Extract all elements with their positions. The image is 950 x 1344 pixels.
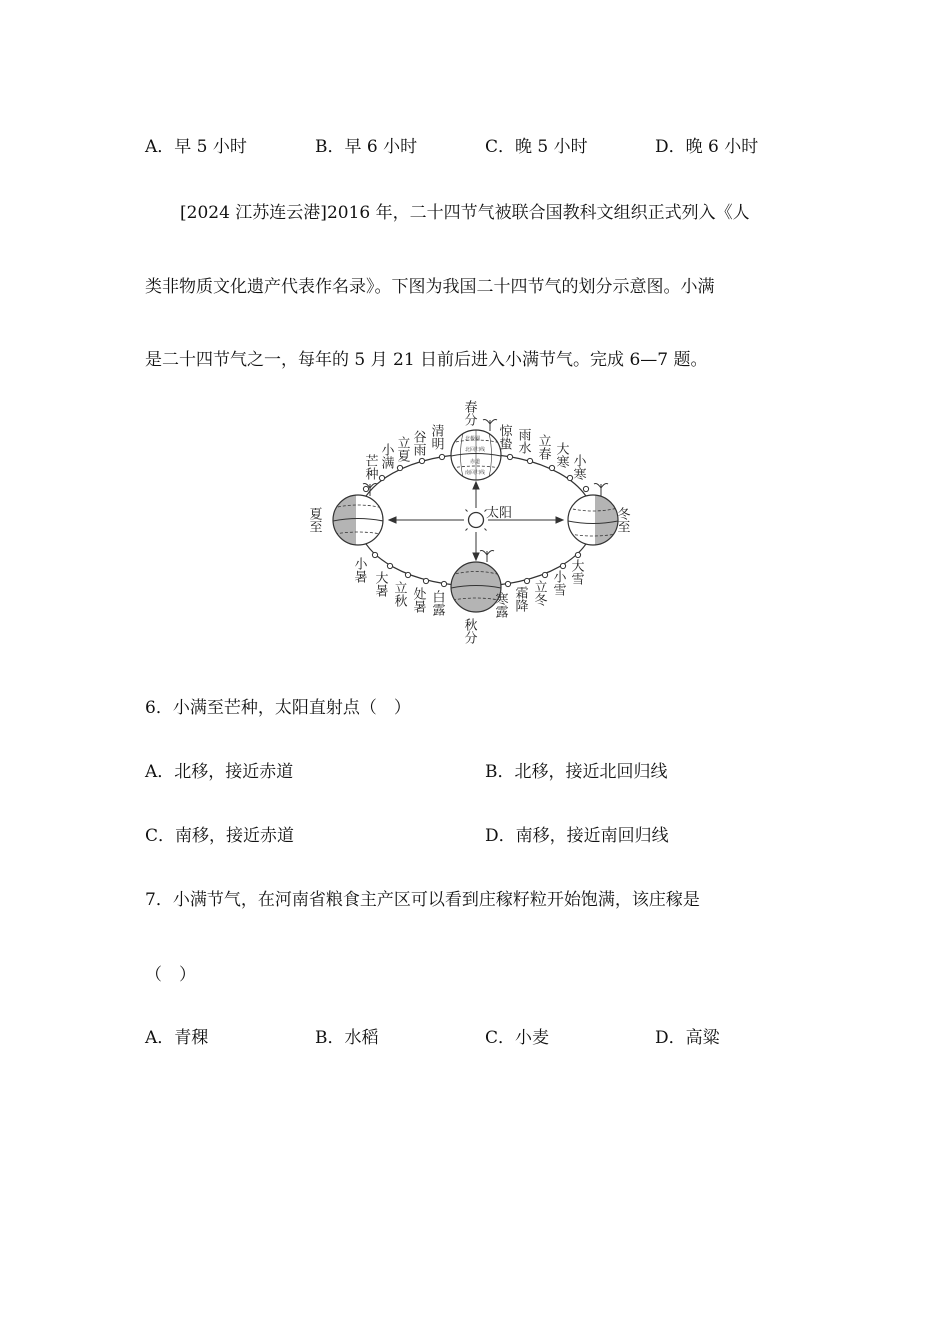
q5-option-b[interactable]: B．早 6 小时 — [315, 137, 418, 157]
source-tag: [2024 江苏连云港] — [180, 203, 327, 223]
term-dahan: 大寒 — [553, 442, 569, 468]
q5-option-d[interactable]: D．晚 6 小时 — [655, 137, 759, 157]
sun-label: 太阳 — [486, 506, 513, 521]
globe-spring — [451, 430, 501, 481]
q5-option-a[interactable]: A．早 5 小时 — [145, 137, 247, 157]
q7-stem: 7．小满节气，在河南省粮食主产区可以看到庄稼籽粒开始饱满，该庄稼是 — [145, 890, 700, 910]
term-lichun: 立春 — [535, 434, 551, 460]
orbit-dot — [419, 458, 424, 463]
term-lixia: 立夏 — [394, 436, 410, 462]
term-labels-top-right — [497, 423, 587, 481]
orbit-dot — [505, 581, 510, 586]
intro-line-2: 类非物质文化遗产代表作名录》。下图为我国二十四节气的划分示意图。小满 — [145, 277, 715, 297]
intro-line-1-text: 2016 年，二十四节气被联合国教科文组织正式列入《人 — [326, 203, 750, 223]
q7-option-d[interactable]: D．高粱 — [655, 1028, 720, 1048]
q6-option-a[interactable]: A．北移，接近赤道 — [145, 762, 294, 782]
globe-line-tropic-s: 南回归线 — [465, 470, 486, 476]
term-hanlu: 寒露 — [492, 592, 508, 618]
orbit-dot — [583, 486, 588, 491]
term-lidong: 立冬 — [531, 580, 547, 606]
term-chushu: 处暑 — [410, 587, 426, 613]
intro-line-1 — [180, 198, 750, 223]
q7-option-c[interactable]: C．小麦 — [485, 1028, 550, 1048]
q6-stem: 6．小满至芒种，太阳直射点（ ） — [145, 698, 411, 718]
orbit-dot — [527, 458, 532, 463]
orbit-dot — [439, 454, 444, 459]
label-spring-1: 春分 — [461, 400, 477, 426]
term-labels-bottom-right — [493, 558, 585, 618]
orbit-dot — [405, 572, 410, 577]
orbit-dot — [363, 486, 368, 491]
term-liqiu: 立秋 — [391, 581, 407, 607]
q6-option-d[interactable]: D．南移，接近南回归线 — [485, 826, 669, 846]
globe-line-arctic: 北极圈 — [465, 436, 481, 442]
orbit-dot — [542, 572, 547, 577]
orbit-dot — [372, 552, 377, 557]
term-xiaoxue: 小雪 — [550, 570, 566, 596]
term-jingzhe: 惊蛰 — [496, 424, 512, 450]
q7-answer-bracket[interactable]: （ ） — [145, 965, 196, 985]
term-yushui: 雨水 — [515, 428, 531, 454]
orbit-dot — [524, 578, 529, 583]
label-summer: 夏至 — [306, 507, 322, 533]
label-winter: 冬至 — [614, 507, 630, 533]
term-dashu: 大暑 — [372, 571, 388, 597]
term-labels-top-left — [363, 423, 445, 480]
orbit-dot — [397, 465, 402, 470]
term-shuangjiang: 霜降 — [512, 586, 528, 612]
q6-option-b[interactable]: B．北移，接近北回归线 — [485, 762, 668, 782]
term-labels-bottom-left — [352, 557, 446, 616]
orbit-dot — [387, 563, 392, 568]
term-mangzhong: 芒种 — [362, 454, 378, 480]
orbit-dot — [441, 581, 446, 586]
orbit-dot — [560, 563, 565, 568]
solar-terms-diagram — [300, 385, 650, 650]
label-autumn: 秋分 — [461, 618, 477, 644]
q6-option-c[interactable]: C．南移，接近赤道 — [145, 826, 295, 846]
term-bailu: 白露 — [429, 590, 445, 616]
orbit-dot — [423, 578, 428, 583]
globe-line-equator: 赤道 — [470, 459, 481, 465]
term-daxue: 大雪 — [568, 559, 584, 585]
globe-line-tropic-n: 北回归线 — [465, 447, 486, 453]
globe-summer — [330, 490, 383, 550]
term-qingming: 清明 — [428, 424, 444, 450]
orbit-dot — [575, 552, 580, 557]
term-xiaoshu: 小暑 — [351, 557, 367, 583]
intro-line-3: 是二十四节气之一，每年的 5 月 21 日前后进入小满节气。完成 6—7 题。 — [145, 350, 708, 370]
q5-option-c[interactable]: C．晚 5 小时 — [485, 137, 588, 157]
q7-option-a[interactable]: A．青稞 — [145, 1028, 209, 1048]
term-guyu: 谷雨 — [410, 430, 426, 456]
term-xiaoman: 小满 — [378, 443, 394, 469]
term-xiaohan: 小寒 — [570, 454, 586, 480]
orbit-dot — [507, 454, 512, 459]
orbit-dot — [379, 475, 384, 480]
q7-option-b[interactable]: B．水稻 — [315, 1028, 379, 1048]
